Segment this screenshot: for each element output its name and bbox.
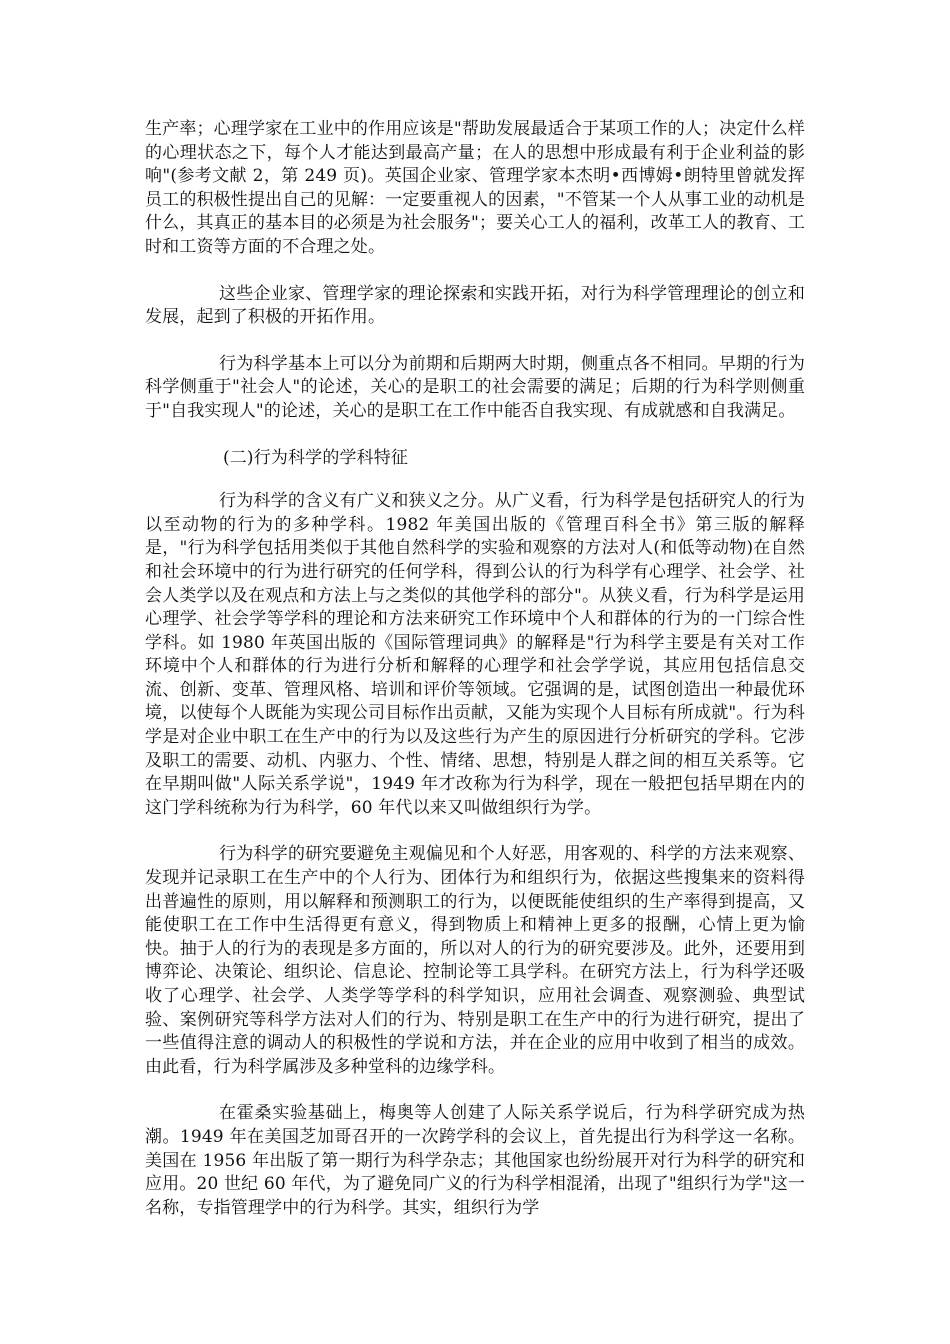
paragraph-continuation: 生产率；心理学家在工业中的作用应该是"帮助发展最适合于某项工作的人；决定什么样的心理状态之下，每个人才能达到最高产量；在人的思想中形成最有利于企业利益的影响"(参考文献 2，第 249 页)。英国企业家、管理学家本杰明•西博姆•朗特里曾就发挥员工的积极性提出自己的见解：一定要重视人的因素，"不管某一个人从事工业的动机是什么，其真正的基本目的必须是为社会服务"；要关心工人的福利，改革工人的教育、工时和工资等方面的不合理之处。	[145, 119, 805, 257]
paragraph-definition: 行为科学的含义有广义和狭义之分。从广义看，行为科学是包括研究人的行为以至动物的行为的多种学科。1982 年美国出版的《管理百科全书》第三版的解释是，"行为科学包括用类似于其他自然科学的实验和观察的方法对人(和低等动物)在自然和社会环境中的行为进行研究的任何学科，得到公认的行为科学有心理学、社会学、社会人类学以及在观点和方法上与之类似的其他学科的部分"。从狭义看，行为科学是运用心理学、社会学等学科的理论和方法来研究工作环境中个人和群体的行为的一门综合性学科。如 1980 年英国出版的《国际管理词典》的解释是"行为科学主要是有关对工作环境中个人和群体的行为进行分析和解释的心理学和社会学学说，其应用包括信息交流、创新、变革、管理风格、培训和评价等领域。它强调的是，试图创造出一种最优环境，以使每个人既能为实现公司目标作出贡献，又能为实现个人目标有所成就"。行为科学是对企业中职工在生产中的行为以及这些行为产生的原因进行分析研究的学科。它涉及职工的需要、动机、内驱力、个性、情绪、思想，特别是人群之间的相互关系等。它在早期叫做"人际关系学说"，1949 年才改称为行为科学，现在一般把包括早期在内的这门学科统称为行为科学，60 年代以来又叫做组织行为学。	[145, 491, 805, 818]
section-heading: (二)行为科学的学科特征	[223, 447, 409, 468]
paragraph-two-periods: 行为科学基本上可以分为前期和后期两大时期，侧重点各不相同。早期的行为科学侧重于"社会人"的论述，关心的是职工的社会需要的满足；后期的行为科学则侧重于"自我实现人"的论述，关心的是职工在工作中能否自我实现、有成就感和自我满足。	[145, 353, 805, 421]
paragraph-theory-exploration: 这些企业家、管理学家的理论探索和实践开拓，对行为科学管理理论的创立和发展，起到了积极的开拓作用。	[145, 283, 805, 328]
document-body	[145, 118, 805, 1243]
paragraph-research-methods: 行为科学的研究要避免主观偏见和个人好恶，用客观的、科学的方法来观察、发现并记录职工在生产中的个人行为、团体行为和组织行为，依据这些搜集来的资料得出普遍性的原则，用以解释和预测职工的行为，以便既能使组织的生产率得到提高，又能使职工在工作中生活得更有意义，得到物质上和精神上更多的报酬，心情上更为愉快。抽于人的行为的表现是多方面的，所以对人的行为的研究要涉及。此外，还要用到博弈论、决策论、组织论、信息论、控制论等工具学科。在研究方法上，行为科学还吸收了心理学、社会学、人类学等学科的科学知识，应用社会调查、观察测验、典型试验、案例研究等科学方法对人们的行为、特别是职工在生产中的行为进行研究，提出了一些值得注意的调动人的积极性的学说和方法，并在企业的应用中收到了相当的成效。由此看，行为科学属涉及多种堂科的边缘学科。	[145, 844, 805, 1077]
paragraph-history: 在霍桑实验基础上，梅奥等人创建了人际关系学说后，行为科学研究成为热潮。1949 年在美国芝加哥召开的一次跨学科的会议上，首先提出行为科学这一名称。美国在 1956 年出版了第一期行为科学杂志；其他国家也纷纷展开对行为科学的研究和应用。20 世纪 60 年代，为了避免同广义的行为科学相混淆，出现了"组织行为学"这一名称，专指管理学中的行为科学。其实，组织行为学	[145, 1103, 805, 1218]
